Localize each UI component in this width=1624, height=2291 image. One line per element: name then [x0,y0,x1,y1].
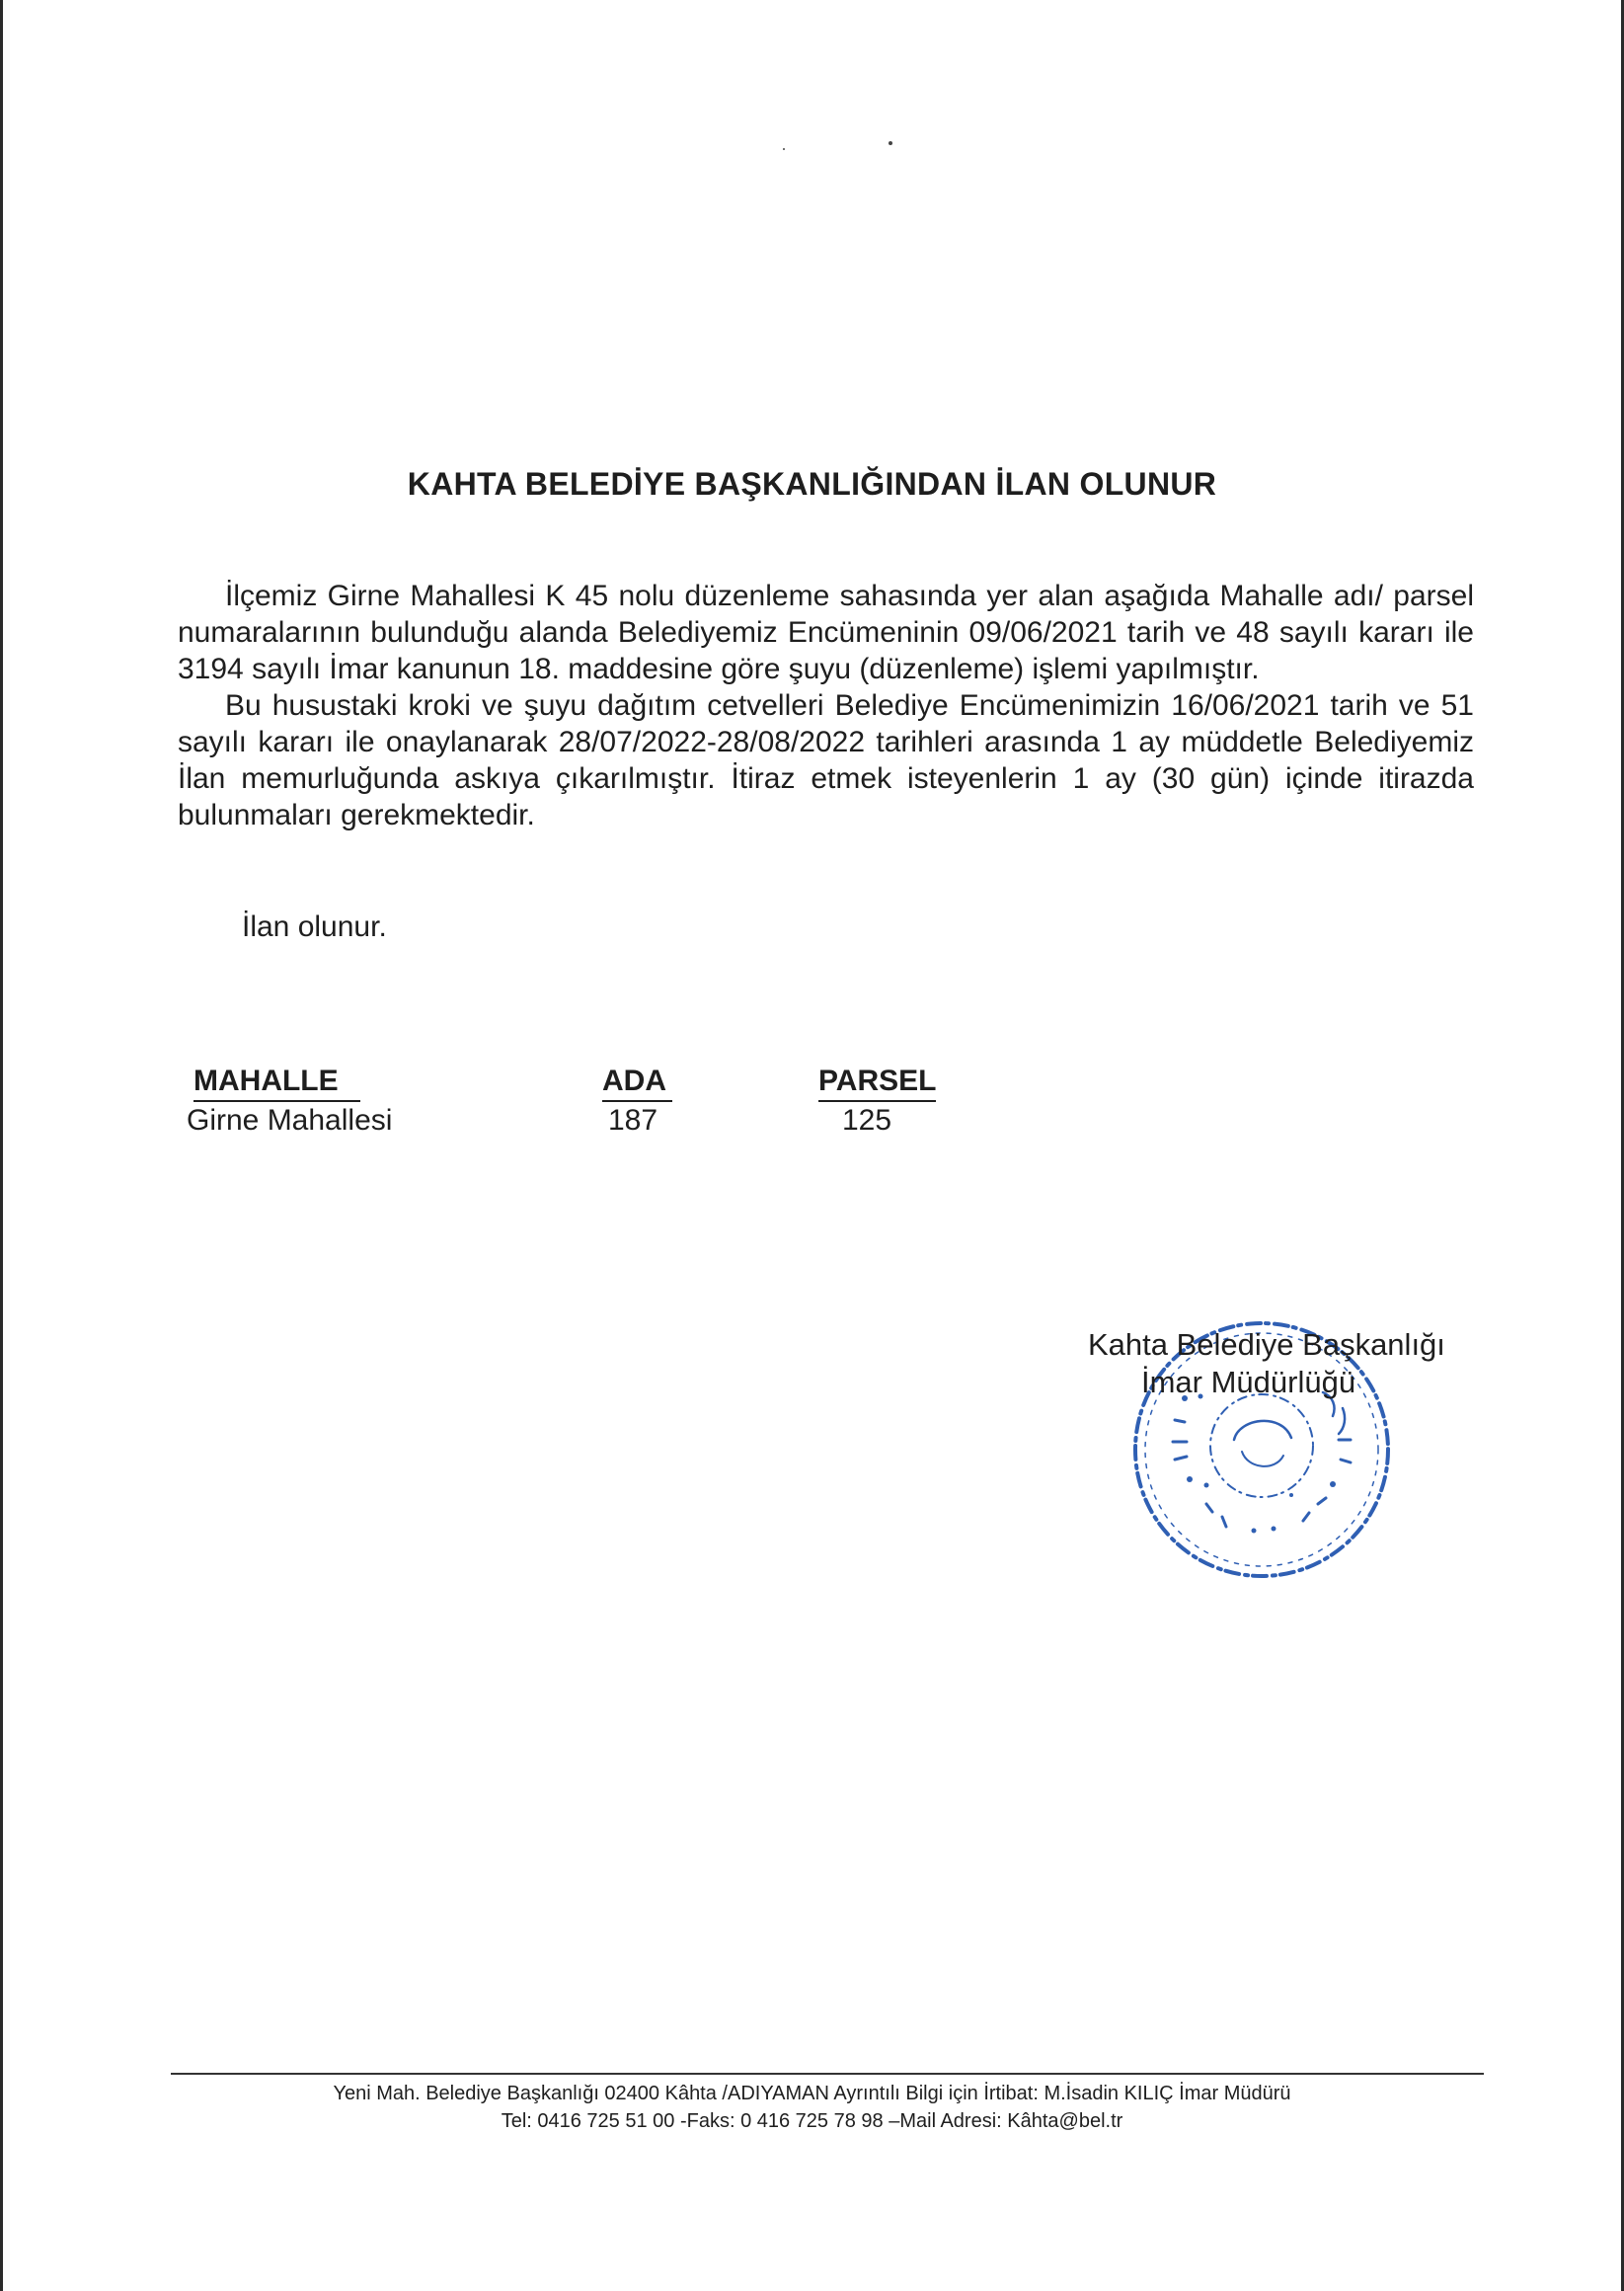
announcement-body [178,578,1474,833]
cell-mahalle: Girne Mahallesi [187,1104,393,1137]
paragraph-2: Bu husustaki kroki ve şuyu dağıtım cetvelleri Belediye Encümenimizin 16/06/2021 tarih ve 51 sayılı kararı ile onaylanarak 28/07/2022-28/08/2022 tarihleri arasında 1 ay müddetle Belediyemiz İlan memurluğunda askıya çıkarılmıştır. İtiraz etmek isteyenlerin 1 ay (30 gün) içinde itirazda bulunmaları gerekmektedir. [178,689,1474,831]
closing-text: İlan olunur. [242,910,387,943]
page-edge-left [0,0,3,2291]
footer-contact: Tel: 0416 725 51 00 -Faks: 0 416 725 78 98 –Mail Adresi: Kâhta@bel.tr [501,2110,1123,2132]
footer-address: Yeni Mah. Belediye Başkanlığı 02400 Kâhta /ADIYAMAN Ayrıntılı Bilgi için İrtibat: M.İsadin KILIÇ İmar Müdürü [333,2083,1291,2104]
signature-block [1088,1326,1445,1401]
page-title: KAHTA BELEDİYE BAŞKANLIĞINDAN İLAN OLUNUR [407,466,1217,502]
column-header-parsel: PARSEL [818,1063,936,1102]
column-mahalle [187,1063,393,1140]
paragraph-1: İlçemiz Girne Mahallesi K 45 nolu düzenleme sahasında yer alan aşağıda Mahalle adı/ parsel numaralarının bulunduğu alanda Belediyemiz Encümeninin 09/06/2021 tarih ve 48 sayılı kararı ile 3194 sayılı İmar kanunun 18. maddesine göre şuyu (düzenleme) işlemi yapılmıştır. [178,580,1474,685]
cell-parsel: 125 [842,1104,892,1137]
column-header-ada: ADA [602,1063,672,1102]
scan-speck [889,141,892,145]
signature-line-2: İmar Müdürlüğü [1141,1365,1356,1399]
column-header-mahalle: MAHALLE [193,1063,360,1102]
scan-speck [783,148,785,150]
signature-line-1: Kahta Belediye Başkanlığı [1088,1327,1445,1362]
footer [0,2080,1624,2135]
footer-divider [171,2073,1484,2075]
column-parsel [818,1063,936,1140]
cell-ada: 187 [608,1104,658,1137]
column-ada [602,1063,672,1140]
